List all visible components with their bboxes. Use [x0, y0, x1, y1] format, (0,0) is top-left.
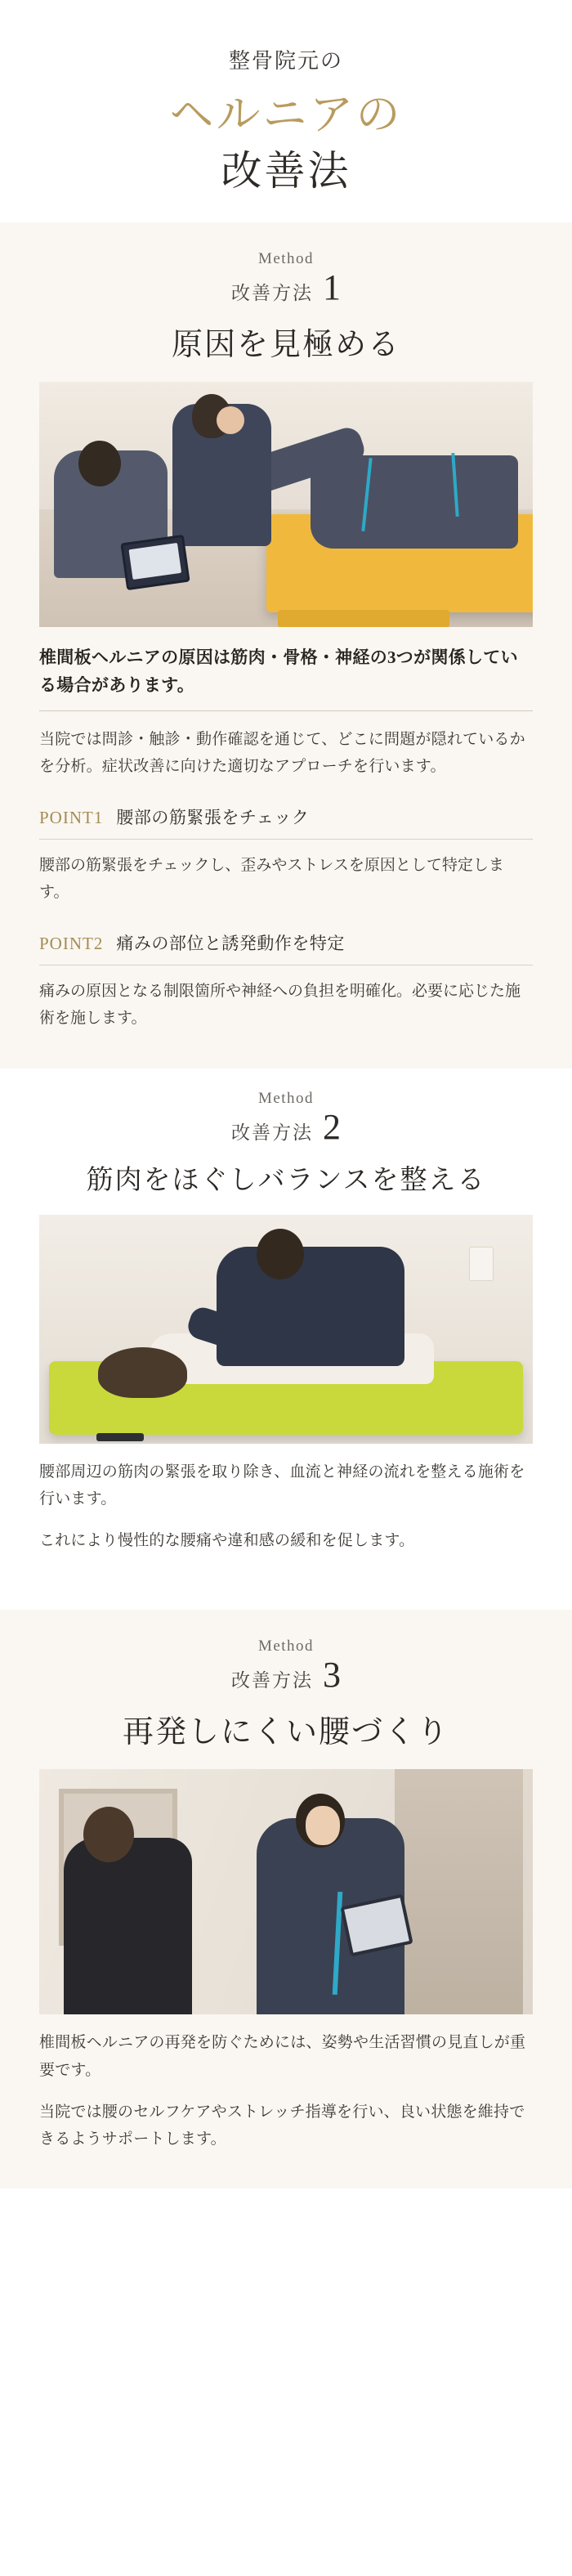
- point-body-1: 腰部の筋緊張をチェックし、歪みやストレスを原因として特定します。: [39, 857, 504, 901]
- method-number-3: 3: [323, 1655, 341, 1696]
- photo3-patient-body: [64, 1838, 192, 2014]
- method-en-label-3: Method: [257, 1637, 315, 1655]
- photo2-patient-head: [98, 1347, 187, 1398]
- method-section-3: [0, 1610, 572, 2188]
- section2-body-text-2: これにより慢性的な腰痛や違和感の緩和を促します。: [39, 1532, 415, 1550]
- photo1-assistant-head: [78, 441, 121, 486]
- method-en-label-2: Method: [257, 1089, 315, 1107]
- section-title-2: 筋肉をほぐしバランスを整える: [86, 1165, 486, 1195]
- method-jp-label-3: 改善方法: [231, 1670, 313, 1691]
- photo1-therapist-face: [217, 406, 244, 434]
- method-number-1: 1: [323, 267, 341, 307]
- page-header: [0, 0, 572, 222]
- method-section-2: [0, 1068, 572, 1578]
- method-jp-label-1: 改善方法: [231, 282, 313, 303]
- point-body-2: 痛みの原因となる制限箇所や神経への負担を明確化。必要に応じた施術を施します。: [39, 983, 521, 1028]
- section-title-1: 原因を見極める: [171, 327, 400, 362]
- photo3-door: [395, 1769, 523, 2014]
- method-section-1: [0, 222, 572, 1068]
- section-content-1: [39, 643, 533, 1033]
- photo3-therapist-face: [306, 1806, 340, 1845]
- section-photo-1: [39, 382, 533, 627]
- section-title-3: 再発しにくい腰づくり: [122, 1715, 449, 1750]
- point-title-2: 痛みの部位と誘発動作を特定: [116, 934, 345, 954]
- section-photo-2: [39, 1215, 533, 1444]
- method-en-label-1: Method: [257, 249, 315, 267]
- section3-body-text-2: 当院では腰のセルフケアやストレッチ指導を行い、良い状態を維持できるようサポートします。: [39, 2103, 525, 2148]
- page-title-gold: ヘルニアの: [169, 90, 403, 139]
- method-number-row-2: [0, 1106, 572, 1147]
- header-kicker: 整骨院元の: [228, 49, 343, 73]
- method-label-3: [0, 1637, 572, 1696]
- point-tag-1: POINT1: [39, 808, 104, 828]
- method-label-2: [0, 1090, 572, 1145]
- section1-body-text: 当院では問診・触診・動作確認を通じて、どこに問題が隠れているかを分析。症状改善に向けた適切なアプローチを行います。: [39, 730, 525, 775]
- point-title-1: 腰部の筋緊張をチェック: [116, 808, 310, 828]
- method-number-2: 2: [323, 1106, 341, 1147]
- section-content-3: [39, 2029, 533, 2153]
- section3-body-text-1: 椎間板ヘルニアの再発を防ぐためには、姿勢や生活習慣の見直しが重要です。: [39, 2034, 526, 2079]
- photo2-light-switch: [469, 1247, 494, 1281]
- section-spacer: [0, 1577, 572, 1610]
- point-tag-2: POINT2: [39, 934, 104, 954]
- point-heading-1: [39, 804, 533, 840]
- section1-lead-text: 椎間板ヘルニアの原因は筋肉・骨格・神経の3つが関係している場合があります。: [39, 643, 533, 711]
- point-heading-2: [39, 930, 533, 965]
- photo1-clipboard: [120, 534, 190, 589]
- section-photo-3: [39, 1769, 533, 2014]
- section2-body-text-1: 腰部周辺の筋肉の緊張を取り除き、血流と神経の流れを整える施術を行います。: [39, 1463, 525, 1508]
- photo2-therapist-head: [257, 1229, 304, 1279]
- photo1-patient-body: [311, 455, 518, 549]
- method-number-row-3: [0, 1655, 572, 1696]
- method-number-row-1: [0, 267, 572, 307]
- section-content-2: [39, 1458, 533, 1555]
- method-label-1: [0, 250, 572, 306]
- method-jp-label-2: 改善方法: [231, 1122, 313, 1143]
- page-title-dark: 改善法: [221, 147, 351, 194]
- photo2-bed-leg: [96, 1433, 144, 1442]
